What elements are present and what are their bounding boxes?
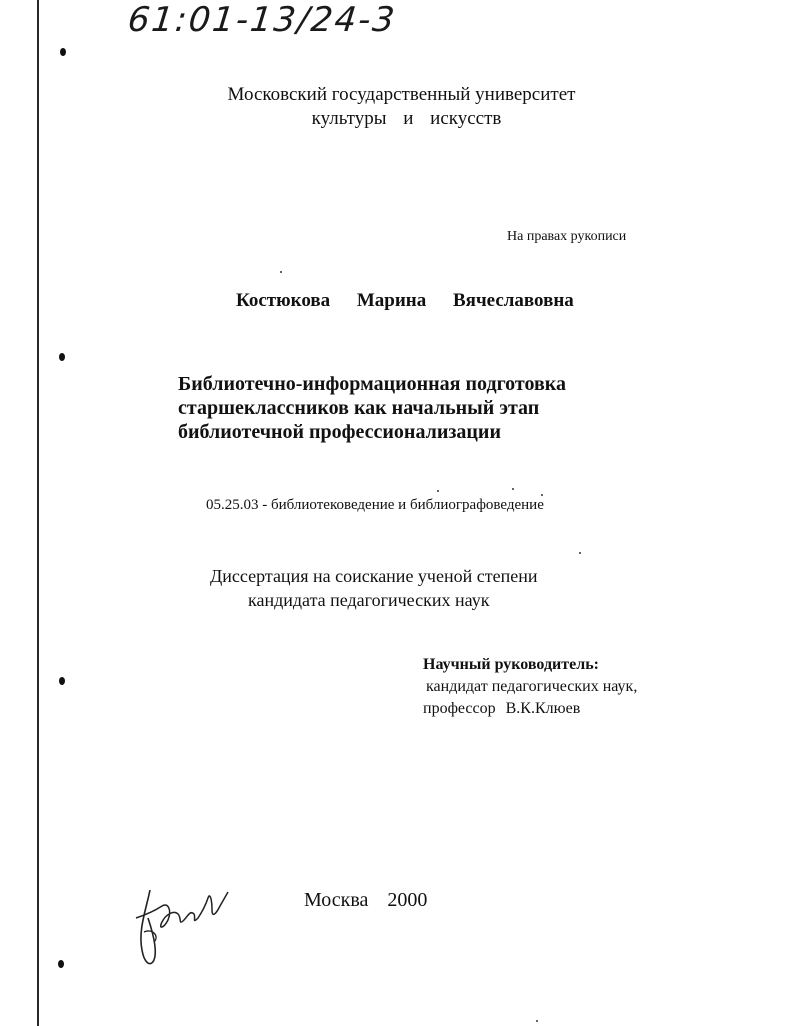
handwritten-signature	[128, 870, 238, 975]
degree-line2: кандидата педагогических наук	[248, 590, 490, 610]
registry-number: 61:01-13/24-3	[125, 0, 399, 40]
supervisor-block	[423, 654, 637, 720]
scan-speck	[512, 488, 514, 490]
title-line1: Библиотечно-информационная подготовка	[178, 373, 566, 395]
supervisor-line1: кандидат педагогических наук,	[426, 678, 638, 695]
title-line3: библиотечной профессионализации	[178, 421, 501, 443]
title-line2: старшеклассников как начальный этап	[178, 397, 540, 419]
university-name	[0, 83, 795, 131]
scan-speck	[579, 552, 581, 554]
specialty-code: 05.25.03 - библиотековедение и библиографоведение	[206, 497, 544, 513]
university-name-line2: культуры и искусств	[311, 108, 502, 129]
binding-hole-mark	[59, 353, 65, 361]
degree-line1: Диссертация на соискание ученой степени	[210, 566, 538, 586]
degree-statement	[210, 564, 537, 612]
dissertation-title	[178, 372, 566, 444]
binding-hole-mark	[59, 677, 65, 685]
signature-stroke	[141, 890, 155, 964]
scan-speck	[437, 490, 439, 492]
scan-left-edge-line	[37, 0, 39, 1026]
scan-speck	[541, 494, 543, 496]
university-name-line1: Московский государственный университет	[227, 84, 576, 105]
scan-speck	[536, 1020, 538, 1022]
binding-hole-mark	[58, 960, 64, 968]
binding-hole-mark	[60, 48, 66, 56]
author-name: Костюкова Марина Вячеславовна	[236, 290, 574, 311]
place-and-year: Москва 2000	[304, 889, 428, 911]
rights-note: На правах рукописи	[507, 229, 627, 244]
supervisor-heading: Научный руководитель:	[423, 656, 599, 673]
supervisor-line2: профессор В.К.Клюев	[423, 700, 581, 717]
scan-speck	[280, 271, 282, 273]
